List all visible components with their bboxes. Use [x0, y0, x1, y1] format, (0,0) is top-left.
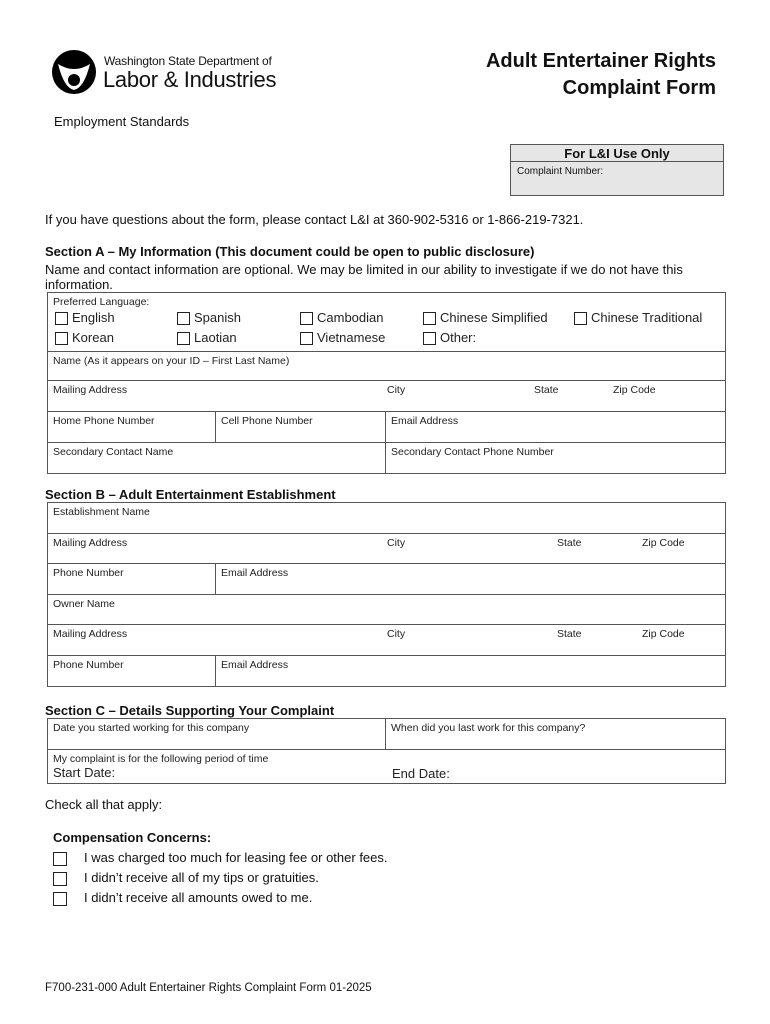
- compensation-heading: Compensation Concerns:: [53, 830, 212, 845]
- form-title-line2: Complaint Form: [562, 77, 716, 99]
- cell-phone-label: Cell Phone Number: [221, 415, 313, 427]
- last-work-label: When did you last work for this company?: [391, 722, 586, 734]
- checkbox[interactable]: [53, 872, 67, 886]
- checkbox[interactable]: [55, 312, 68, 325]
- office-use-title: For L&I Use Only: [511, 145, 723, 162]
- establishment-name-label: Establishment Name: [53, 506, 150, 518]
- compensation-option[interactable]: [53, 870, 319, 886]
- language-option-other[interactable]: [423, 329, 476, 347]
- name-field[interactable]: [48, 352, 726, 381]
- complaint-number-field: Complaint Number:: [517, 166, 604, 177]
- secondary-contact-name-field[interactable]: [48, 443, 386, 474]
- owner-name-label: Owner Name: [53, 598, 115, 610]
- checkbox[interactable]: [53, 852, 67, 866]
- section-b-heading: Section B – Adult Entertainment Establishment: [45, 487, 336, 502]
- logo-agency-name: Labor & Industries: [103, 67, 277, 92]
- checkbox[interactable]: [300, 312, 313, 325]
- checkbox[interactable]: [423, 312, 436, 325]
- state-label: State: [534, 384, 559, 396]
- complaint-period-label: My complaint is for the following period of time: [53, 753, 269, 765]
- form-title-line1: Adult Entertainer Rights: [485, 50, 716, 72]
- language-option-spanish[interactable]: [177, 309, 241, 327]
- form-title: [486, 48, 716, 102]
- cell-phone-field[interactable]: [216, 412, 386, 443]
- owner-mailing-row[interactable]: [48, 625, 726, 656]
- section-a-table: [47, 292, 726, 474]
- mailing-address-row[interactable]: [48, 381, 726, 412]
- language-label: Spanish: [194, 310, 241, 325]
- language-label: Chinese Traditional: [591, 310, 703, 325]
- mailing-address-label: Mailing Address: [53, 384, 128, 396]
- form-footer: F700-231-000 Adult Entertainer Rights Complaint Form 01-2025: [45, 982, 372, 994]
- section-a-heading: Section A – My Information (This document could be open to public disclosure): [45, 244, 535, 259]
- section-c-heading: Section C – Details Supporting Your Complaint: [45, 703, 335, 718]
- establishment-email-field[interactable]: [216, 564, 726, 595]
- date-started-field[interactable]: [48, 719, 386, 750]
- compensation-option-label: I didn’t receive all of my tips or gratuities.: [84, 870, 319, 885]
- office-use-box: [510, 144, 724, 196]
- email-label: Email Address: [391, 415, 459, 427]
- language-option-english[interactable]: [55, 309, 115, 327]
- city-label: City: [387, 628, 406, 640]
- preferred-language-label: Preferred Language:: [53, 296, 150, 308]
- language-option-cambodian[interactable]: [300, 309, 384, 327]
- email-field[interactable]: [386, 412, 726, 443]
- lni-logo-icon: [50, 44, 98, 100]
- zip-label: Zip Code: [613, 384, 656, 396]
- home-phone-label: Home Phone Number: [53, 415, 155, 427]
- agency-logo: [50, 44, 280, 100]
- division-name: Employment Standards: [54, 114, 190, 129]
- language-option-vietnamese[interactable]: [300, 329, 385, 347]
- language-option-chinese-simplified[interactable]: [423, 309, 548, 327]
- checkbox[interactable]: [53, 892, 67, 906]
- checkbox[interactable]: [300, 332, 313, 345]
- language-label: Cambodian: [317, 310, 384, 325]
- secondary-contact-name-label: Secondary Contact Name: [53, 446, 174, 458]
- section-a-note: Name and contact information are optional. We may be limited in our ability to investigate if we do not have this information.: [45, 262, 683, 292]
- email-label: Email Address: [221, 567, 289, 579]
- mailing-address-label: Mailing Address: [53, 537, 128, 549]
- contact-info: If you have questions about the form, please contact L&I at 360-902-5316 or 1-866-219-7321.: [45, 212, 584, 227]
- city-label: City: [387, 537, 406, 549]
- secondary-contact-phone-label: Secondary Contact Phone Number: [391, 446, 554, 458]
- check-all-instruction: Check all that apply:: [45, 797, 163, 812]
- language-label: English: [72, 310, 115, 325]
- phone-label: Phone Number: [53, 567, 124, 579]
- owner-phone-field[interactable]: [48, 656, 216, 687]
- mailing-address-label: Mailing Address: [53, 628, 128, 640]
- section-c-table: [47, 718, 726, 784]
- compensation-option-label: I was charged too much for leasing fee or other fees.: [84, 850, 388, 865]
- language-label: Korean: [72, 330, 114, 345]
- checkbox[interactable]: [177, 312, 190, 325]
- language-option-korean[interactable]: [55, 329, 114, 347]
- language-label: Other:: [440, 330, 477, 345]
- checkbox[interactable]: [423, 332, 436, 345]
- language-label: Chinese Simplified: [440, 310, 548, 325]
- last-work-field[interactable]: [386, 719, 726, 750]
- secondary-contact-phone-field[interactable]: [386, 443, 726, 474]
- compensation-option[interactable]: [53, 850, 388, 866]
- checkbox[interactable]: [574, 312, 587, 325]
- section-b-table: [47, 502, 726, 687]
- language-label: Vietnamese: [317, 330, 386, 345]
- email-label: Email Address: [221, 659, 289, 671]
- owner-name-field[interactable]: [48, 595, 726, 625]
- establishment-phone-field[interactable]: [48, 564, 216, 595]
- establishment-mailing-row[interactable]: [48, 534, 726, 564]
- zip-label: Zip Code: [642, 537, 685, 549]
- state-label: State: [557, 537, 582, 549]
- date-started-label: Date you started working for this company: [53, 722, 250, 734]
- establishment-name-field[interactable]: [48, 503, 726, 534]
- compensation-option-label: I didn’t receive all amounts owed to me.: [84, 890, 313, 905]
- home-phone-field[interactable]: [48, 412, 216, 443]
- phone-label: Phone Number: [53, 659, 124, 671]
- complaint-period-row[interactable]: [48, 750, 726, 784]
- language-option-chinese-traditional[interactable]: [574, 309, 702, 327]
- logo-agency-line: Washington State Department of: [104, 54, 272, 68]
- start-date-label: Start Date:: [53, 765, 116, 780]
- zip-label: Zip Code: [642, 628, 685, 640]
- language-option-laotian[interactable]: [177, 329, 237, 347]
- checkbox[interactable]: [177, 332, 190, 345]
- end-date-label: End Date:: [392, 766, 450, 781]
- name-field-label: Name (As it appears on your ID – First Last Name): [53, 355, 290, 367]
- language-label: Laotian: [194, 330, 237, 345]
- owner-email-field[interactable]: [216, 656, 726, 687]
- preferred-language-cell: [48, 293, 726, 352]
- city-label: City: [387, 384, 406, 396]
- compensation-option[interactable]: [53, 890, 312, 906]
- state-label: State: [557, 628, 582, 640]
- checkbox[interactable]: [55, 332, 68, 345]
